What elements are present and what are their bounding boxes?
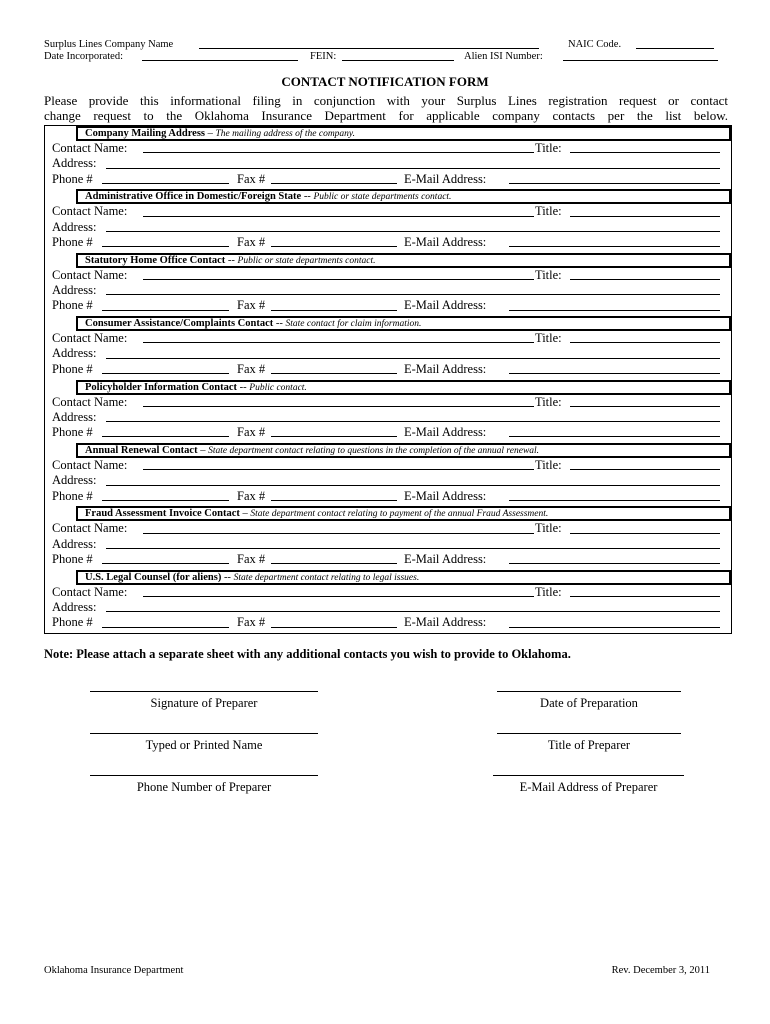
title-field[interactable] bbox=[570, 596, 720, 597]
phone-row bbox=[45, 425, 731, 440]
address-field[interactable] bbox=[106, 168, 720, 169]
section-header bbox=[76, 189, 731, 204]
contact-section bbox=[45, 506, 731, 569]
phone-row bbox=[45, 235, 731, 250]
phone-field[interactable] bbox=[102, 627, 229, 628]
intro-line-2: change request to the Oklahoma Insurance Department for applicable company contacts per the list below. bbox=[44, 108, 728, 123]
email-label: E-Mail Address: bbox=[404, 234, 487, 249]
phone-row bbox=[45, 489, 731, 504]
section-header bbox=[76, 506, 731, 521]
email-field[interactable] bbox=[509, 436, 720, 437]
email-field[interactable] bbox=[509, 183, 720, 184]
section-separator: – bbox=[239, 508, 251, 520]
email-label: E-Mail Address: bbox=[404, 361, 487, 376]
title-label: Title: bbox=[535, 584, 562, 599]
company-name-label: Surplus Lines Company Name bbox=[44, 39, 174, 50]
section-header bbox=[76, 126, 731, 141]
contact-name-label: Contact Name: bbox=[52, 331, 128, 346]
fax-field[interactable] bbox=[271, 183, 397, 184]
contact-section bbox=[45, 253, 731, 316]
phone-field[interactable] bbox=[102, 310, 229, 311]
preparer-email-label: E-Mail Address of Preparer bbox=[519, 780, 658, 794]
typed-name-label: Typed or Printed Name bbox=[145, 738, 263, 752]
contact-section bbox=[45, 126, 731, 189]
section-title: Administrative Office in Domestic/Foreign State bbox=[85, 191, 302, 203]
signature-line[interactable] bbox=[90, 691, 318, 692]
title-field[interactable] bbox=[570, 342, 720, 343]
address-field[interactable] bbox=[106, 421, 720, 422]
contact-name-field[interactable] bbox=[143, 406, 534, 407]
naic-code-label: NAIC Code. bbox=[568, 39, 622, 50]
address-field[interactable] bbox=[106, 358, 720, 359]
section-description: Public contact. bbox=[249, 382, 307, 393]
address-row bbox=[45, 473, 731, 488]
section-separator: -- bbox=[221, 571, 234, 583]
date-incorporated-field[interactable] bbox=[142, 50, 298, 61]
phone-label: Phone # bbox=[52, 615, 93, 630]
section-description: State department contact relating to payment of the annual Fraud Assessment. bbox=[250, 509, 549, 520]
date-line[interactable] bbox=[497, 691, 681, 692]
date-block bbox=[497, 691, 681, 711]
preparer-title-label: Title of Preparer bbox=[547, 738, 631, 752]
date-label: Date of Preparation bbox=[540, 696, 638, 710]
email-field[interactable] bbox=[509, 373, 720, 374]
contact-name-field[interactable] bbox=[143, 342, 534, 343]
contact-section bbox=[45, 570, 731, 633]
fax-field[interactable] bbox=[271, 500, 397, 501]
section-title: U.S. Legal Counsel (for aliens) bbox=[85, 571, 222, 583]
address-row bbox=[45, 600, 731, 615]
title-label: Title: bbox=[535, 141, 562, 155]
email-field[interactable] bbox=[509, 563, 720, 564]
contact-name-label: Contact Name: bbox=[52, 204, 128, 219]
contact-name-label: Contact Name: bbox=[52, 584, 128, 599]
phone-field[interactable] bbox=[102, 373, 229, 374]
title-field[interactable] bbox=[570, 533, 720, 534]
section-title: Company Mailing Address bbox=[85, 128, 205, 139]
fax-field[interactable] bbox=[271, 373, 397, 374]
email-label: E-Mail Address: bbox=[404, 425, 487, 440]
phone-row bbox=[45, 552, 731, 567]
alien-isi-label: Alien ISI Number: bbox=[464, 51, 543, 62]
fax-field[interactable] bbox=[271, 246, 397, 247]
address-label: Address: bbox=[52, 473, 97, 488]
title-field[interactable] bbox=[570, 469, 720, 470]
phone-field[interactable] bbox=[102, 436, 229, 437]
section-title: Policyholder Information Contact bbox=[85, 381, 238, 393]
phone-field[interactable] bbox=[102, 183, 229, 184]
note-text: Note: Please attach a separate sheet with any additional contacts you wish to provide to Oklahoma. bbox=[44, 647, 571, 661]
address-label: Address: bbox=[52, 409, 97, 424]
phone-row bbox=[45, 615, 731, 630]
fax-label: Fax # bbox=[237, 234, 266, 249]
title-field[interactable] bbox=[570, 216, 720, 217]
address-row bbox=[45, 537, 731, 552]
title-label: Title: bbox=[535, 521, 562, 536]
naic-code-field[interactable] bbox=[636, 38, 714, 49]
fein-field[interactable] bbox=[342, 50, 454, 61]
fax-field[interactable] bbox=[271, 436, 397, 437]
phone-field[interactable] bbox=[102, 563, 229, 564]
section-title: Statutory Home Office Contact bbox=[85, 254, 226, 266]
fax-label: Fax # bbox=[237, 298, 266, 313]
email-label: E-Mail Address: bbox=[404, 615, 487, 630]
contact-name-field[interactable] bbox=[143, 596, 534, 597]
title-field[interactable] bbox=[570, 279, 720, 280]
contact-name-field[interactable] bbox=[143, 216, 534, 217]
address-field[interactable] bbox=[106, 485, 720, 486]
phone-row bbox=[45, 298, 731, 313]
preparer-phone-line[interactable] bbox=[90, 775, 318, 776]
section-separator: – bbox=[197, 444, 209, 456]
contact-name-label: Contact Name: bbox=[52, 141, 128, 155]
section-description: Public or state departments contact. bbox=[237, 255, 376, 266]
section-separator: -- bbox=[225, 254, 238, 266]
address-label: Address: bbox=[52, 536, 97, 551]
email-field[interactable] bbox=[509, 310, 720, 311]
contact-name-row bbox=[45, 331, 731, 346]
title-label: Title: bbox=[535, 457, 562, 472]
contact-name-field[interactable] bbox=[143, 152, 534, 153]
contact-name-field[interactable] bbox=[143, 469, 534, 470]
address-label: Address: bbox=[52, 600, 97, 615]
fein-label: FEIN: bbox=[310, 51, 337, 62]
section-header bbox=[76, 380, 731, 395]
section-header bbox=[76, 443, 731, 458]
section-separator: -- bbox=[237, 381, 250, 393]
section-header bbox=[76, 316, 731, 331]
email-block bbox=[493, 775, 684, 795]
email-label: E-Mail Address: bbox=[404, 298, 487, 313]
contact-name-label: Contact Name: bbox=[52, 457, 128, 472]
email-field[interactable] bbox=[509, 500, 720, 501]
preparer-title-line[interactable] bbox=[497, 733, 681, 734]
title-label: Title: bbox=[535, 267, 562, 282]
typed-name-line[interactable] bbox=[90, 733, 318, 734]
section-header bbox=[76, 253, 731, 268]
contact-section bbox=[45, 380, 731, 443]
title-block bbox=[497, 733, 681, 753]
intro-line-1: Please provide this informational filing in conjunction with your Surplus Lines registration request or contact bbox=[44, 93, 728, 108]
address-label: Address: bbox=[52, 346, 97, 361]
address-label: Address: bbox=[52, 283, 97, 298]
phone-field[interactable] bbox=[102, 246, 229, 247]
address-field[interactable] bbox=[106, 548, 720, 549]
fax-field[interactable] bbox=[271, 310, 397, 311]
signature-label: Signature of Preparer bbox=[150, 696, 258, 710]
phone-label: Phone # bbox=[52, 425, 93, 440]
fax-label: Fax # bbox=[237, 361, 266, 376]
contact-name-row bbox=[45, 141, 731, 156]
phone-label: Phone # bbox=[52, 234, 93, 249]
section-description: Public or state departments contact. bbox=[313, 192, 452, 203]
address-row bbox=[45, 220, 731, 235]
address-row bbox=[45, 410, 731, 425]
contact-name-field[interactable] bbox=[143, 533, 534, 534]
fax-label: Fax # bbox=[237, 488, 266, 503]
fax-label: Fax # bbox=[237, 551, 266, 566]
phone-row bbox=[45, 362, 731, 377]
address-label: Address: bbox=[52, 219, 97, 234]
section-description: State department contact relating to legal issues. bbox=[233, 572, 420, 583]
email-label: E-Mail Address: bbox=[404, 171, 487, 186]
section-description: The mailing address of the company. bbox=[215, 129, 355, 139]
alien-isi-field[interactable] bbox=[563, 50, 718, 61]
email-field[interactable] bbox=[509, 627, 720, 628]
phone-row bbox=[45, 172, 731, 187]
section-separator: – bbox=[205, 128, 216, 139]
address-row bbox=[45, 346, 731, 361]
preparer-phone-label: Phone Number of Preparer bbox=[136, 780, 272, 794]
section-title: Consumer Assistance/Complaints Contact bbox=[85, 318, 274, 330]
footer-left: Oklahoma Insurance Department bbox=[44, 965, 184, 976]
title-field[interactable] bbox=[570, 406, 720, 407]
phone-label: Phone # bbox=[52, 361, 93, 376]
phone-field[interactable] bbox=[102, 500, 229, 501]
date-incorporated-label: Date Incorporated: bbox=[44, 51, 124, 62]
fax-field[interactable] bbox=[271, 627, 397, 628]
contact-section bbox=[45, 443, 731, 506]
title-label: Title: bbox=[535, 331, 562, 346]
contact-section bbox=[45, 316, 731, 379]
title-label: Title: bbox=[535, 204, 562, 219]
contact-name-label: Contact Name: bbox=[52, 394, 128, 409]
signature-block bbox=[90, 691, 318, 711]
address-row bbox=[45, 156, 731, 171]
title-field[interactable] bbox=[570, 152, 720, 153]
contact-name-label: Contact Name: bbox=[52, 267, 128, 282]
typed-name-block bbox=[90, 733, 318, 753]
company-name-field[interactable] bbox=[199, 38, 539, 49]
email-field[interactable] bbox=[509, 246, 720, 247]
address-field[interactable] bbox=[106, 611, 720, 612]
contact-name-field[interactable] bbox=[143, 279, 534, 280]
contact-name-row bbox=[45, 585, 731, 600]
contact-name-row bbox=[45, 458, 731, 473]
phone-label: Phone # bbox=[52, 171, 93, 186]
phone-label: Phone # bbox=[52, 488, 93, 503]
section-separator: -- bbox=[301, 191, 314, 203]
title-label: Title: bbox=[535, 394, 562, 409]
phone-block bbox=[90, 775, 318, 795]
fax-label: Fax # bbox=[237, 615, 266, 630]
address-label: Address: bbox=[52, 156, 97, 171]
address-row bbox=[45, 283, 731, 298]
contacts-table bbox=[44, 125, 732, 634]
address-field[interactable] bbox=[106, 294, 720, 295]
section-title: Fraud Assessment Invoice Contact bbox=[85, 508, 240, 520]
contact-name-label: Contact Name: bbox=[52, 521, 128, 536]
form-title: CONTACT NOTIFICATION FORM bbox=[281, 74, 489, 89]
section-separator: -- bbox=[273, 318, 286, 330]
section-header bbox=[76, 570, 731, 585]
phone-label: Phone # bbox=[52, 551, 93, 566]
section-title: Annual Renewal Contact bbox=[85, 444, 198, 456]
email-label: E-Mail Address: bbox=[404, 488, 487, 503]
address-field[interactable] bbox=[106, 231, 720, 232]
contact-section bbox=[45, 189, 731, 252]
fax-label: Fax # bbox=[237, 171, 266, 186]
fax-field[interactable] bbox=[271, 563, 397, 564]
contact-name-row bbox=[45, 395, 731, 410]
contact-name-row bbox=[45, 204, 731, 219]
section-description: State contact for claim information. bbox=[285, 319, 422, 330]
preparer-email-line[interactable] bbox=[493, 775, 684, 776]
contact-name-row bbox=[45, 268, 731, 283]
fax-label: Fax # bbox=[237, 425, 266, 440]
section-description: State department contact relating to questions in the completion of the annual renewal. bbox=[208, 445, 540, 456]
email-label: E-Mail Address: bbox=[404, 551, 487, 566]
contact-name-row bbox=[45, 521, 731, 536]
footer-right: Rev. December 3, 2011 bbox=[611, 965, 710, 976]
intro-text bbox=[44, 93, 728, 123]
phone-label: Phone # bbox=[52, 298, 93, 313]
